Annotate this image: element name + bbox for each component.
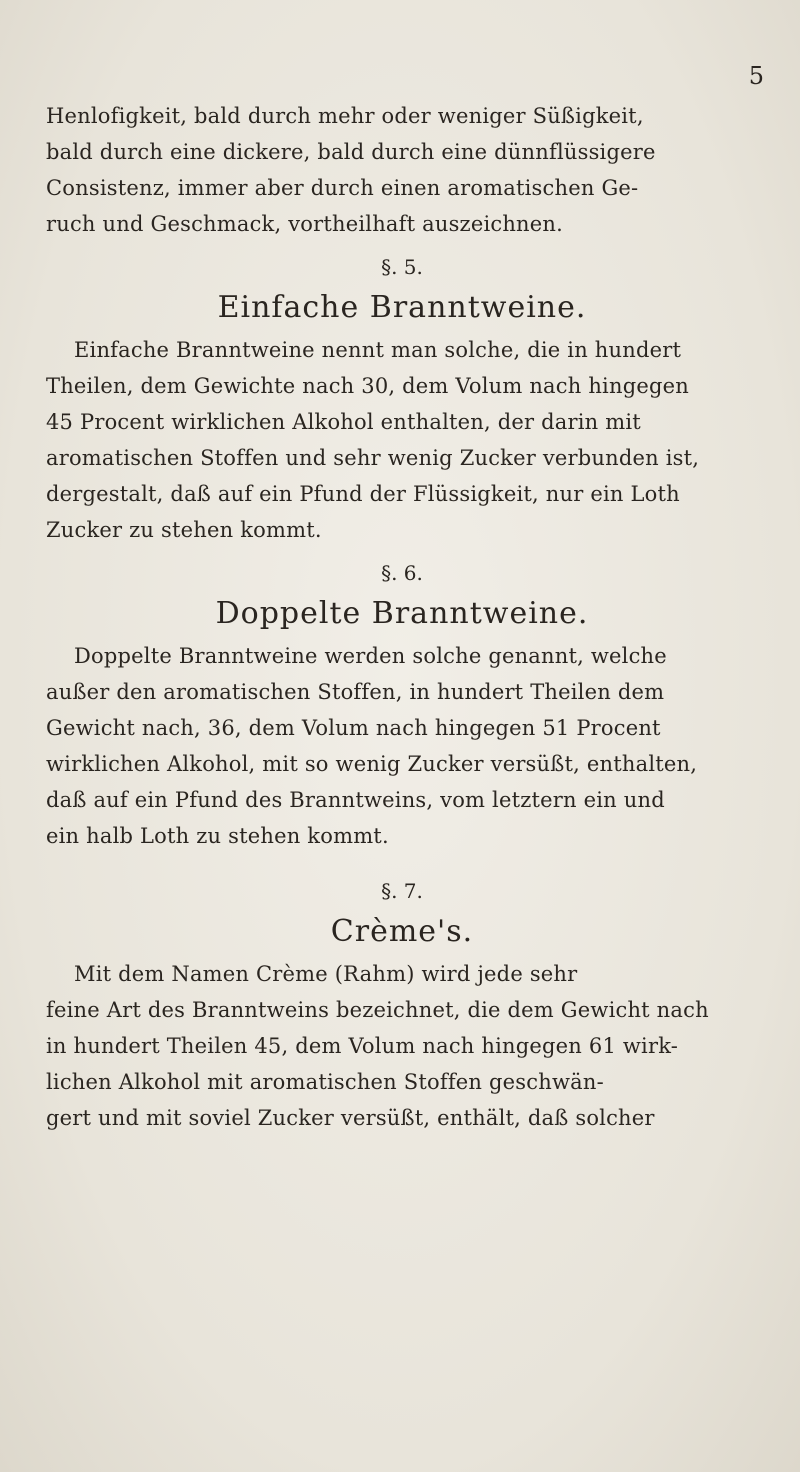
section-heading: Doppelte Branntweine. (215, 596, 589, 631)
text-line: außer den aromatischen Stoffen, in hundert Theilen dem (46, 680, 665, 704)
text-line: aromatischen Stoffen und sehr wenig Zucker verbunden ist, (46, 446, 700, 470)
text-line: Henlofigkeit, bald durch mehr oder weniger Süßigkeit, (46, 104, 644, 128)
section-heading: Crème's. (330, 914, 474, 949)
section-6 (46, 556, 758, 854)
text-line: daß auf ein Pfund des Branntweins, vom letztern ein und (46, 788, 665, 812)
text-line: ein halb Loth zu stehen kommt. (46, 824, 389, 848)
text-line: Theilen, dem Gewichte nach 30, dem Volum nach hingegen (46, 374, 689, 398)
text-line: lichen Alkohol mit aromatischen Stoffen geschwän- (46, 1070, 604, 1094)
text-line: in hundert Theilen 45, dem Volum nach hingegen 61 wirk- (46, 1034, 679, 1058)
section-heading: Einfache Branntweine. (217, 290, 587, 325)
section-number: §. 6. (381, 561, 423, 585)
text-line: Consistenz, immer aber durch einen aromatischen Ge- (46, 176, 639, 200)
text-line: Gewicht nach, 36, dem Volum nach hingegen 51 Procent (46, 716, 661, 740)
text-line: 45 Procent wirklichen Alkohol enthalten, der darin mit (46, 410, 641, 434)
text-line: ruch und Geschmack, vortheilhaft auszeichnen. (46, 212, 563, 236)
section-number: §. 7. (381, 879, 423, 903)
section-5 (46, 250, 758, 548)
text-line: Doppelte Branntweine werden solche genannt, welche (74, 644, 667, 668)
body-text (46, 98, 758, 1136)
text-line: dergestalt, daß auf ein Pfund der Flüssigkeit, nur ein Loth (46, 482, 680, 506)
text-line: wirklichen Alkohol, mit so wenig Zucker versüßt, enthalten, (46, 752, 698, 776)
text-line: feine Art des Branntweins bezeichnet, die dem Gewicht nach (46, 998, 709, 1022)
paragraph-continuation (46, 98, 758, 242)
section-number: §. 5. (381, 255, 423, 279)
text-line: bald durch eine dickere, bald durch eine dünnflüssigere (46, 140, 656, 164)
text-line: gert und mit soviel Zucker versüßt, enthält, daß solcher (46, 1106, 655, 1130)
text-line: Zucker zu stehen kommt. (46, 518, 322, 542)
page-number: 5 (748, 62, 764, 90)
text-line: Einfache Branntweine nennt man solche, die in hundert (74, 338, 682, 362)
text-line: Mit dem Namen Crème (Rahm) wird jede sehr (74, 962, 578, 986)
section-7 (46, 874, 758, 1136)
